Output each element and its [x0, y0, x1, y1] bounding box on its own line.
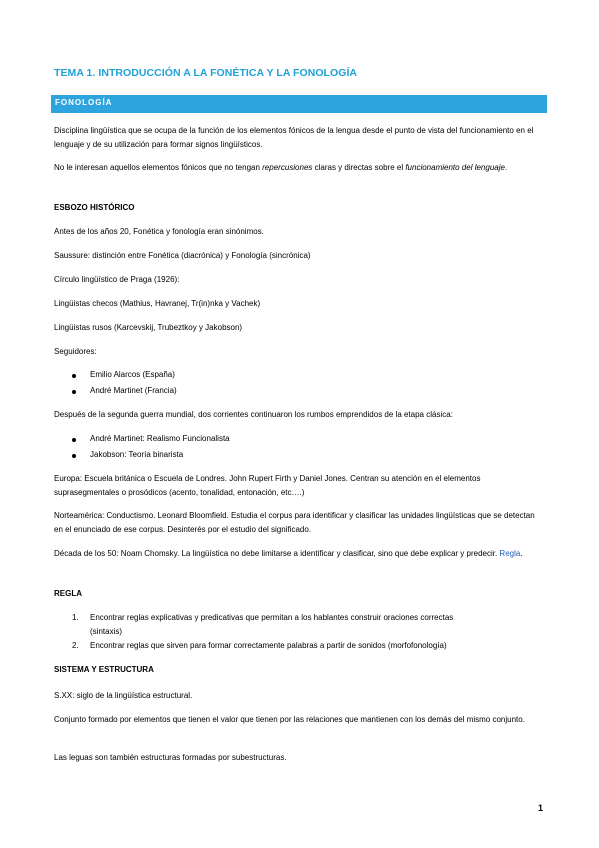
- decada-end: .: [520, 549, 523, 558]
- decada-text: Década de los 50: Noam Chomsky. La lingüística no debe limitarse a identificar y clasificar, sino que debe explicar y predecir.: [54, 549, 500, 558]
- bullet-marker: [72, 390, 76, 394]
- bullet-marker: [72, 438, 76, 442]
- heading-sistema-estructura: SISTEMA Y ESTRUCTURA: [54, 665, 154, 674]
- paragraph-antes: Antes de los años 20, Fonética y fonología eran sinónimos.: [54, 227, 264, 236]
- interest-text-funcionamiento: funcionamiento del lenguaje: [405, 163, 505, 172]
- bullet-marker: [72, 454, 76, 458]
- list-number: 2.: [72, 641, 79, 650]
- section-header-label: FONOLOGÍA: [55, 98, 113, 107]
- rule-item-line: (sintaxis): [90, 627, 123, 636]
- interest-text-repercusiones: repercusiones: [262, 163, 313, 172]
- definition-paragraph: Disciplina lingüística que se ocupa de la función de los elementos fónicos de la lengua desde el punto de vista del funcionamiento en el lenguaje y de su utilización para formar signos lingüísticos.: [54, 126, 534, 149]
- paragraph-checos: Lingüistas checos (Mathius, Havranej, Tr(in)nka y Vachek): [54, 299, 261, 308]
- list-item-seguidor: Emilio Alarcos (España): [90, 370, 175, 379]
- paragraph-saussure: Saussure: distinción entre Fonética (diacrónica) y Fonología (sincrónica): [54, 251, 311, 260]
- heading-esbozo-historico: ESBOZO HISTÓRICO: [54, 203, 135, 212]
- interest-text-e: .: [504, 163, 508, 172]
- rule-item-line: Encontrar reglas que sirven para formar correctamente palabras a partir de sonidos (morfofonología): [90, 641, 447, 650]
- paragraph-rusos: Lingüistas rusos (Karcevskij, Trubeztkoy y Jakobson): [54, 323, 243, 332]
- paragraph-conjunto: Conjunto formado por elementos que tienen el valor que tienen por las relaciones que mantienen con los demás del mismo conjunto.: [54, 715, 525, 724]
- paragraph-decada: [54, 547, 540, 561]
- paragraph-sxx: S.XX: siglo de la lingüística estructural.: [54, 691, 193, 700]
- document-title: TEMA 1. INTRODUCCIÓN A LA FONÉTICA Y LA FONOLOGÍA: [54, 67, 358, 79]
- section-header-bar: [51, 95, 547, 113]
- list-number: 1.: [72, 613, 79, 622]
- list-item-seguidor: André Martinet (Francia): [90, 386, 177, 395]
- regla-link[interactable]: Regla: [499, 549, 521, 558]
- interest-text-a: No le interesan aquellos elementos fónicos que no tengan: [54, 163, 263, 172]
- paragraph-despues: Después de la segunda guerra mundial, dos corrientes continuaron los rumbos emprendidos de la etapa clásica:: [54, 410, 453, 419]
- paragraph-seguidores: Seguidores:: [54, 347, 97, 356]
- rule-item-line: Encontrar reglas explicativas y predicativas que permitan a los hablantes construir oraciones correctas: [90, 613, 454, 622]
- paragraph-norteamerica: Norteamérica: Conductismo. Leonard Bloomfield. Estudia el corpus para identificar y clasificar las unidades lingüísticas que se detectan en el enunciado de ese corpus. Desinterés por el estudio del significado.: [54, 511, 535, 534]
- paragraph-europa: Europa: Escuela británica o Escuela de Londres. John Rupert Firth y Daniel Jones. Centran su atención en el elementos suprasegmentales o prosódicos (acento, tonalidad, entonación, etc….): [54, 474, 481, 497]
- interest-text-c: claras y directas sobre el: [312, 163, 406, 172]
- interest-paragraph: [54, 161, 540, 175]
- list-item-corriente: André Martinet: Realismo Funcionalista: [90, 434, 230, 443]
- paragraph-lenguas: Las leguas son también estructuras formadas por subestructuras.: [54, 753, 287, 762]
- page-number: 1: [538, 803, 544, 813]
- heading-regla: REGLA: [54, 589, 82, 598]
- paragraph-circulo: Círculo lingüístico de Praga (1926):: [54, 275, 180, 284]
- bullet-marker: [72, 374, 76, 378]
- list-item-corriente: Jakobson: Teoría binarista: [90, 450, 184, 459]
